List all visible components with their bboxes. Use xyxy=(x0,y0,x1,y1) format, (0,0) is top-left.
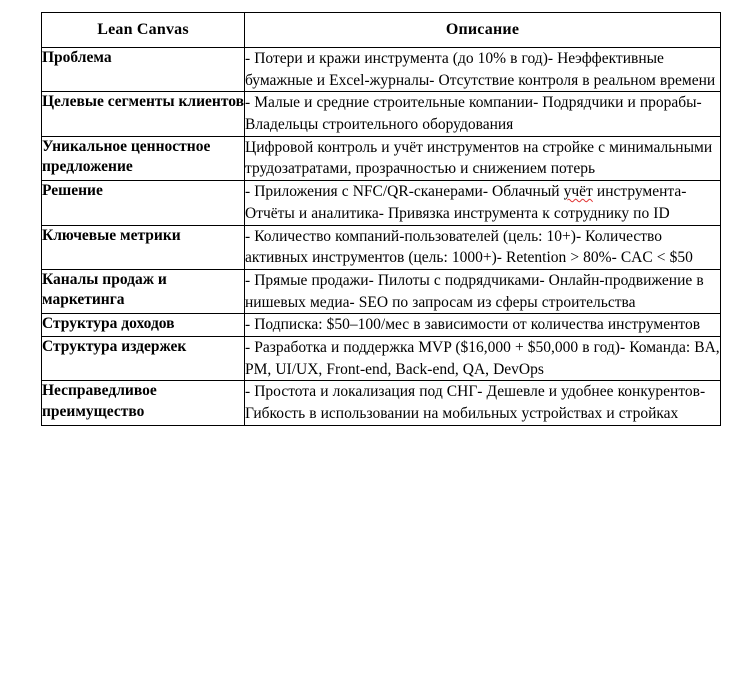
table-row xyxy=(42,314,721,337)
table-row xyxy=(42,381,721,425)
row-description-cell-customer-segments xyxy=(245,92,721,136)
header-label-lean-canvas: Lean Canvas xyxy=(97,21,189,39)
row-description-cell-key-metrics xyxy=(245,225,721,269)
row-description-text: Цифровой контроль и учёт инструментов на стройке с минимальными трудозатратами, прозрачностью и снижением потерь xyxy=(245,138,713,178)
row-description-text: - Малые и средние строительные компании- Подрядчики и прорабы- Владельцы строительного оборудования xyxy=(245,94,702,134)
header-cell-lean-canvas xyxy=(42,13,245,48)
row-label-cell-key-metrics xyxy=(42,225,245,269)
row-label-text: Ключевые метрики xyxy=(42,226,181,244)
row-description-text xyxy=(245,181,720,224)
row-description-cell-revenue-streams xyxy=(245,314,721,337)
table-row xyxy=(42,136,721,180)
row-description-cell-solution xyxy=(245,181,721,225)
lean-canvas-table xyxy=(41,12,721,426)
table-row xyxy=(42,92,721,136)
row-label-cell-channels xyxy=(42,269,245,313)
row-label-cell-value-proposition xyxy=(42,136,245,180)
solution-text-suffix: инструмента- Отчёты и аналитика- Привязка инструмента к сотруднику по ID xyxy=(245,183,687,222)
table-row xyxy=(42,336,721,380)
row-description-text: - Количество компаний-пользователей (цель: 10+)- Количество активных инструментов (цель: 1000+)- Retention > 80%- CAC < $50 xyxy=(245,227,693,267)
row-label-text: Уникальное ценностное предложение xyxy=(42,137,211,176)
row-label-cell-revenue-streams xyxy=(42,314,245,337)
row-description-cell-problem xyxy=(245,48,721,92)
row-label-text: Целевые сегменты клиентов xyxy=(42,93,244,111)
row-label-text: Каналы продаж и маркетинга xyxy=(42,270,167,309)
row-label-text: Структура издержек xyxy=(42,337,187,355)
table-row xyxy=(42,181,721,225)
row-label-cell-customer-segments xyxy=(42,92,245,136)
row-description-text: - Прямые продажи- Пилоты с подрядчиками- Онлайн-продвижение в нишевых медиа- SEO по запросам из сферы строительства xyxy=(245,271,704,311)
solution-text-prefix: - Приложения с NFC/QR-сканерами- Облачный xyxy=(245,183,564,201)
row-label-cell-cost-structure xyxy=(42,336,245,380)
row-label-cell-solution xyxy=(42,181,245,225)
row-label-text: Несправедливое преимущество xyxy=(42,382,157,420)
table-row xyxy=(42,48,721,92)
spellcheck-underlined-word: учёт xyxy=(563,183,593,201)
row-label-text: Структура доходов xyxy=(42,315,175,333)
table-body xyxy=(42,48,721,426)
table-header-row xyxy=(42,13,721,48)
row-label-text: Решение xyxy=(42,182,103,200)
table-header xyxy=(42,13,721,48)
row-label-text: Проблема xyxy=(42,49,112,66)
row-description-cell-cost-structure xyxy=(245,336,721,380)
row-label-cell-unfair-advantage xyxy=(42,381,245,425)
row-description-cell-channels xyxy=(245,269,721,313)
row-description-cell-value-proposition xyxy=(245,136,721,180)
table-row xyxy=(42,225,721,269)
row-description-text: - Простота и локализация под СНГ- Дешевле и удобнее конкурентов- Гибкость в использовании на мобильных устройствах и стройках xyxy=(245,383,706,422)
row-description-text: - Потери и кражи инструмента (до 10% в год)- Неэффективные бумажные и Excel-журналы- Отсутствие контроля в реальном времени xyxy=(245,50,716,89)
row-label-cell-problem xyxy=(42,48,245,92)
table-row xyxy=(42,269,721,313)
header-cell-description xyxy=(245,13,721,48)
row-description-cell-unfair-advantage xyxy=(245,381,721,425)
row-description-text: - Разработка и поддержка MVP ($16,000 + $50,000 в год)- Команда: BA, PM, UI/UX, Front-end, Back-end, QA, DevOps xyxy=(245,338,720,378)
row-description-text: - Подписка: $50–100/мес в зависимости от количества инструментов xyxy=(245,316,701,334)
header-label-description: Описание xyxy=(445,21,520,39)
